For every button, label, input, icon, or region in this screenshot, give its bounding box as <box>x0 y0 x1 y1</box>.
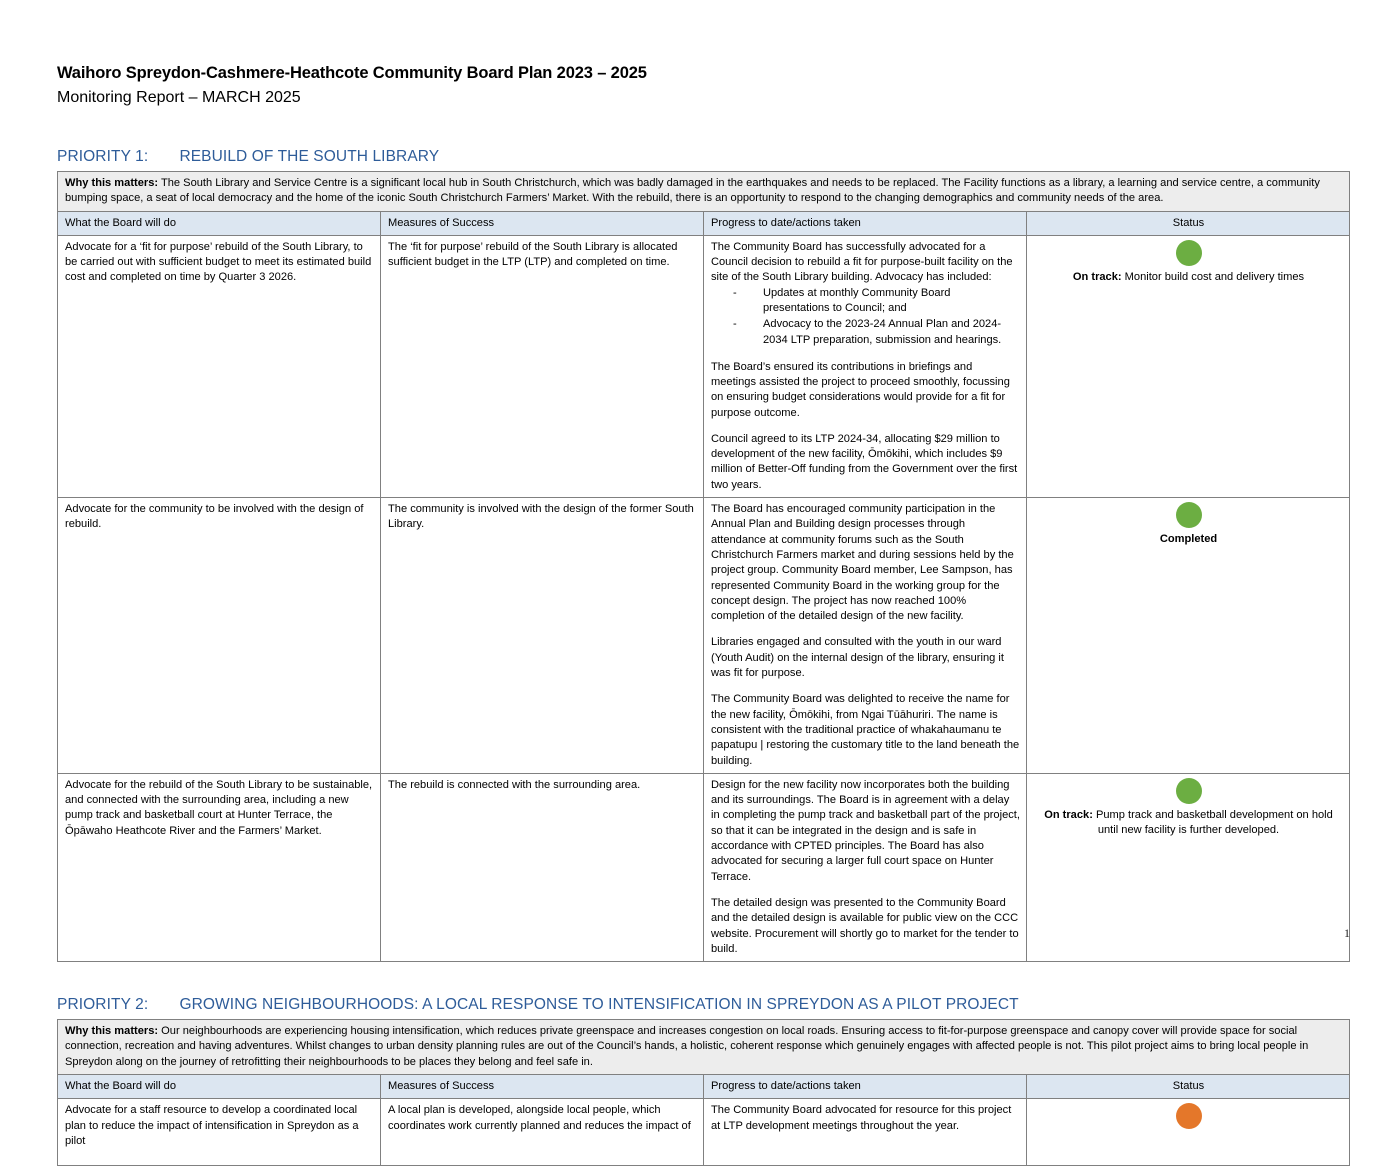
why-this-matters-row <box>58 171 1350 211</box>
cell-progress <box>704 773 1027 961</box>
document-title: Waihoro Spreydon-Cashmere-Heathcote Community Board Plan 2023 – 2025 <box>57 64 647 82</box>
status-label: Completed <box>1159 533 1218 546</box>
why-this-matters-cell <box>58 171 1350 211</box>
progress-paragraph: The Board has encouraged community participation in the Annual Plan and Building design processes through attendance at community forums such as the South Christchurch Farmers market and during sessions held by the project group. Community Board member, Lee Sampson, has represented Community Board in the working group for the concept design. The project has now reached 100% completion of the detailed design of the new facility. <box>711 503 1014 623</box>
status-badge <box>1034 808 1343 838</box>
status-badge <box>1034 532 1343 547</box>
list-item-label: Updates at monthly Community Board presentations to Council; and <box>763 286 951 315</box>
why-this-matters-label: Why this matters: <box>65 176 159 189</box>
document-subtitle: Monitoring Report – MARCH 2025 <box>57 88 301 106</box>
progress-paragraph: Libraries engaged and consulted with the youth in our ward (Youth Audit) on the internal design of the library, ensuring it was fit for purpose. <box>711 636 1004 680</box>
why-this-matters-text: Our neighbourhoods are experiencing housing intensification, which reduces private greenspace and increases congestion on local roads. Ensuring access to fit-for-purpose greenspace and canopy cover will provide space for social connection, recreation and having adventures. Whilst changes to urban density planning rules are out of the Council’s hands, a holistic, coherent response which genuinely engages with affected people is not. This pilot project aims to bring local people in Spreydon along on the journey of retrofitting their neighbourhoods to be places they belong and feel safe in. <box>65 1025 1309 1068</box>
progress-paragraph: The Community Board advocated for resource for this project at LTP development meetings throughout the year. <box>711 1104 1012 1132</box>
status-indicator-orange-icon <box>1176 1103 1202 1129</box>
status-badge <box>1034 270 1343 285</box>
cell-status <box>1027 1099 1350 1166</box>
table-row <box>58 235 1350 497</box>
cell-progress <box>704 235 1027 497</box>
progress-paragraph: The Community Board has successfully advocated for a Council decision to rebuild a fit for purpose-built facility on the site of the South Library building. Advocacy has included: <box>711 240 1013 284</box>
status-label: On track: <box>1044 808 1093 821</box>
column-header-row <box>58 211 1350 235</box>
dash-bullet-icon: - <box>733 318 737 331</box>
status-indicator-green-icon <box>1176 778 1202 804</box>
cell-status <box>1027 498 1350 774</box>
column-header-status: Status <box>1027 1074 1350 1098</box>
status-label: On track: <box>1072 270 1122 283</box>
why-this-matters-label: Why this matters: <box>65 1025 159 1038</box>
why-this-matters-row <box>58 1020 1350 1075</box>
progress-paragraph: Council agreed to its LTP 2024-34, allocating $29 million to development of the new facility, Ōmōkihi, which includes $9 million of Better-Off funding from the Government over the first two years. <box>711 432 1018 491</box>
column-header-board-will-do: What the Board will do <box>58 211 381 235</box>
cell-board-will-do: Advocate for the rebuild of the South Library to be sustainable, and connected with the surrounding area, including a new pump track and basketball court at Hunter Terrace, the Ōpāwaho Heathcote River and the Farmers’ Market. <box>58 773 381 961</box>
page-number: 1 <box>1344 926 1350 940</box>
column-header-row <box>58 1074 1350 1098</box>
priority-1-table <box>57 171 1350 962</box>
cell-board-will-do: Advocate for the community to be involved with the design of rebuild. <box>58 498 381 774</box>
list-item <box>711 286 1020 318</box>
status-detail: Pump track and basketball development on hold until new facility is further developed. <box>1092 808 1333 836</box>
cell-progress <box>704 1099 1027 1166</box>
why-this-matters-cell <box>58 1020 1350 1075</box>
cell-measures: The community is involved with the design of the former South Library. <box>381 498 704 774</box>
column-header-measures: Measures of Success <box>381 1074 704 1098</box>
table-row <box>58 773 1350 961</box>
why-this-matters-text: The South Library and Service Centre is a significant local hub in South Christchurch, which was badly damaged in the earthquakes and needs to be replaced. The Facility functions as a library, a learning and service centre, a community bumping space, a seat of local democracy and the home of the iconic South Christchurch Farmers’ Market. With the rebuild, there is an opportunity to respond to the changing demographics and community needs of the area. <box>65 176 1320 205</box>
table-row <box>58 498 1350 774</box>
table-row <box>58 1099 1350 1166</box>
priority-2-table <box>57 1019 1350 1166</box>
spacer <box>57 962 1350 996</box>
cell-board-will-do: Advocate for a ‘fit for purpose’ rebuild of the South Library, to be carried out with sufficient budget to meet its estimated build cost and completed on time by Quarter 3 2026. <box>58 235 381 497</box>
cell-status <box>1027 235 1350 497</box>
priority-1-heading: PRIORITY 1: REBUILD OF THE SOUTH LIBRARY <box>57 147 440 165</box>
progress-bullet-list <box>711 286 1020 349</box>
dash-bullet-icon: - <box>733 286 737 299</box>
list-item-label: Advocacy to the 2023-24 Annual Plan and 2024-2034 LTP preparation, submission and hearings. <box>763 318 1002 346</box>
cell-measures: The rebuild is connected with the surrounding area. <box>381 773 704 961</box>
cell-measures: The ‘fit for purpose’ rebuild of the South Library is allocated sufficient budget in the LTP (LTP) and completed on time. <box>381 235 704 497</box>
column-header-progress: Progress to date/actions taken <box>704 1074 1027 1098</box>
status-indicator-green-icon <box>1176 240 1202 266</box>
cell-board-will-do: Advocate for a staff resource to develop a coordinated local plan to reduce the impact of intensification in Spreydon as a pilot <box>58 1099 381 1166</box>
progress-paragraph: The detailed design was presented to the Community Board and the detailed design is available for public view on the CCC website. Procurement will shortly go to market for the tender to build. <box>711 896 1019 955</box>
progress-paragraph: The Board’s ensured its contributions in briefings and meetings assisted the project to proceed smoothly, focussing on ensuring budget considerations would provide for a fit for purpose outcome. <box>711 360 1010 419</box>
column-header-board-will-do: What the Board will do <box>58 1074 381 1098</box>
cell-status <box>1027 773 1350 961</box>
column-header-status: Status <box>1027 211 1350 235</box>
priority-2-heading: PRIORITY 2: GROWING NEIGHBOURHOODS: A LOCAL RESPONSE TO INTENSIFICATION IN SPREYDON AS A PILOT PROJECT <box>57 996 1019 1014</box>
column-header-progress: Progress to date/actions taken <box>704 211 1027 235</box>
cell-measures: A local plan is developed, alongside local people, which coordinates work currently planned and reduces the impact of <box>381 1099 704 1166</box>
status-indicator-green-icon <box>1176 502 1202 528</box>
spacer <box>57 110 1350 148</box>
column-header-measures: Measures of Success <box>381 211 704 235</box>
progress-paragraph: Design for the new facility now incorporates both the building and its surroundings. The Board is in agreement with a delay in completing the pump track and basketball part of the project, so that it can be integrated in the design and is safe in accordance with CPTED principles. The Board has also advocated for securing a larger full court space on Hunter Terrace. <box>711 778 1020 883</box>
cell-progress <box>704 498 1027 774</box>
list-item <box>711 317 1020 349</box>
progress-paragraph: The Community Board was delighted to receive the name for the new facility, Ōmōkihi, from Ngai Tūāhuriri. The name is consistent with the traditional practice of whakahaumanu te papatupu | restoring the customary title to the land beneath the building. <box>711 693 1020 767</box>
status-detail: Monitor build cost and delivery times <box>1121 270 1305 283</box>
